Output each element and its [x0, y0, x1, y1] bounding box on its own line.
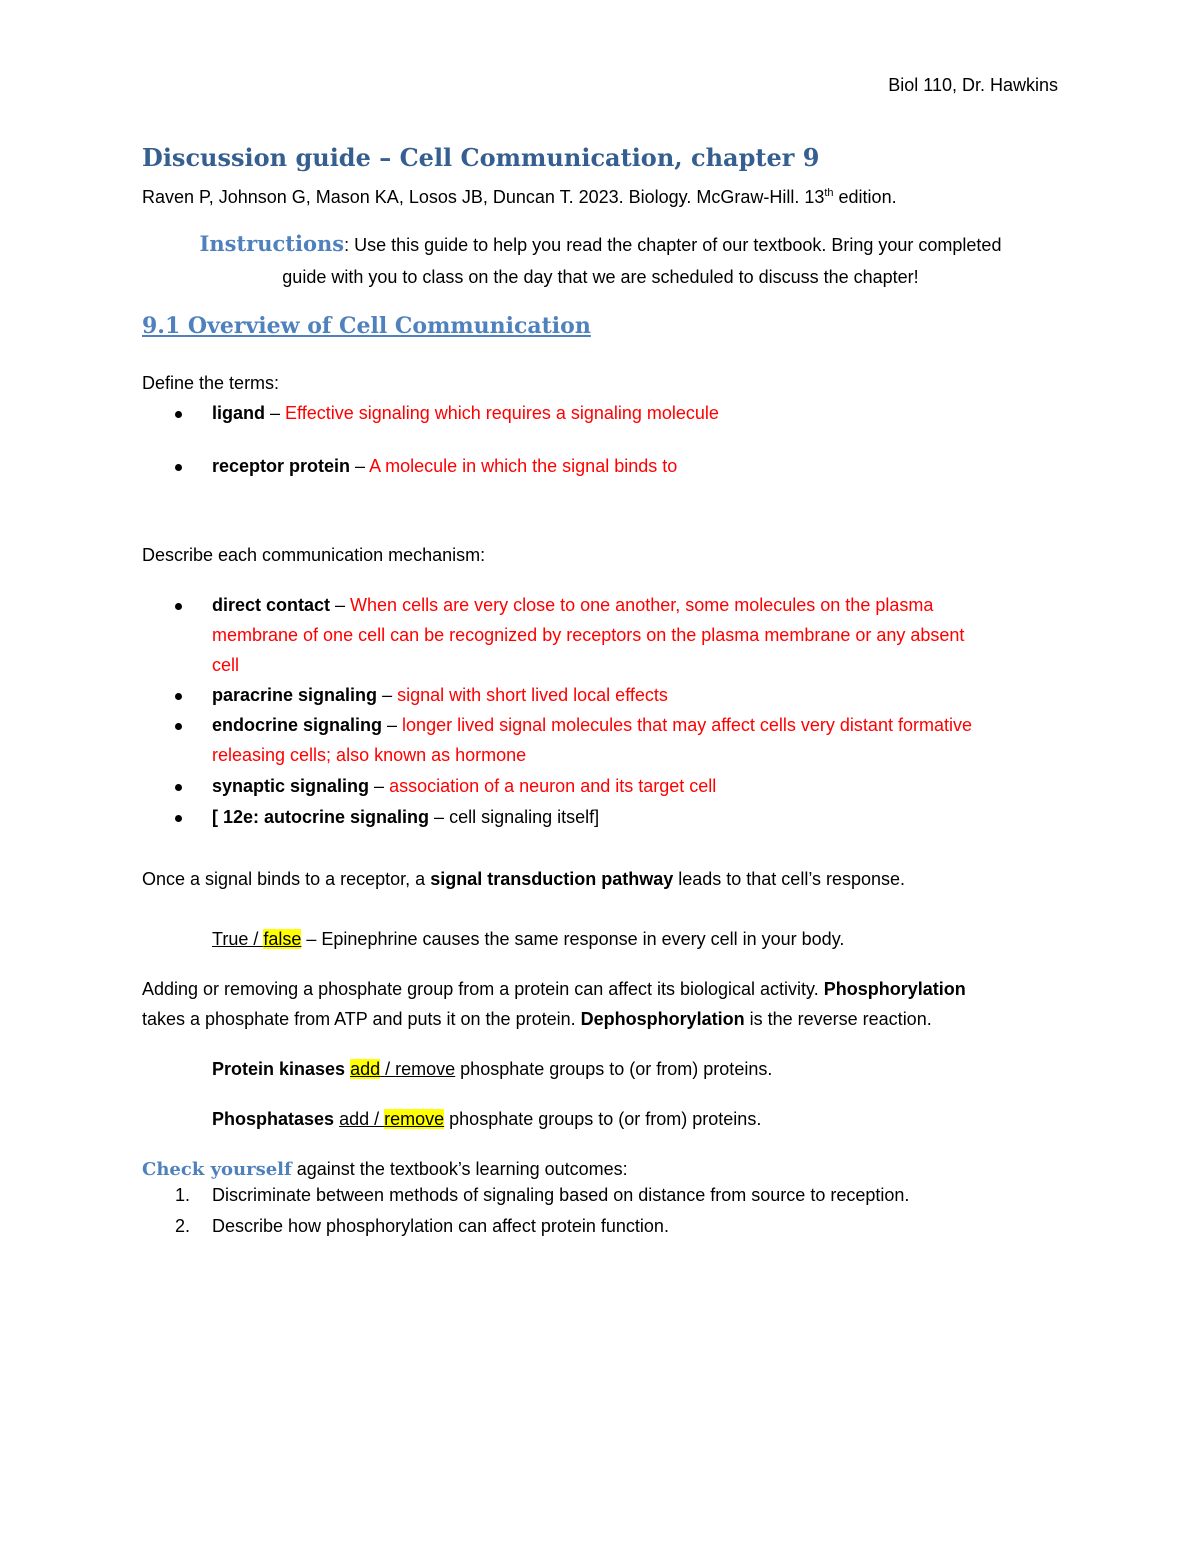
- instructions-label: Instructions: [199, 231, 345, 256]
- outcome-text: Describe how phosphorylation can affect protein function.: [212, 1216, 669, 1236]
- bullet-icon: [175, 723, 182, 730]
- mechanisms-prompt: Describe each communication mechanism:: [142, 545, 486, 565]
- text: Adding or removing a phosphate group from a protein can affect its biological activity.: [142, 979, 824, 999]
- text: takes a phosphate from ATP and puts it on the protein.: [142, 1009, 581, 1029]
- true-option: True /: [212, 929, 264, 949]
- phosphate-paragraph: [142, 974, 1072, 1034]
- add-option: add: [339, 1109, 370, 1129]
- dash: –: [265, 403, 286, 423]
- term: receptor protein: [212, 456, 351, 476]
- subject: Protein kinases: [212, 1059, 346, 1079]
- dash: –: [382, 715, 403, 735]
- dash: –: [350, 456, 370, 476]
- rest: phosphate groups to (or from) proteins.: [455, 1059, 773, 1079]
- instructions-line2: guide with you to class on the day that we are scheduled to discuss the chapter!: [282, 267, 919, 287]
- rest: phosphate groups to (or from) proteins.: [444, 1109, 762, 1129]
- term: direct contact: [212, 595, 331, 615]
- instructions-text1: : Use this guide to help you read the chapter of our textbook. Bring your completed: [344, 235, 1002, 255]
- citation: [142, 178, 897, 212]
- instructions-line1: [142, 229, 1059, 260]
- citation-text: Raven P, Johnson G, Mason KA, Losos JB, Duncan T. 2023. Biology. McGraw-Hill. 13: [142, 187, 825, 207]
- mechanism-endocrine: [212, 710, 1062, 770]
- check-label: Check yourself: [142, 1159, 292, 1180]
- mechanism-autocrine: [212, 802, 599, 832]
- section-heading: [142, 309, 591, 343]
- outcome-text: Discriminate between methods of signaling based on distance from source to reception.: [212, 1185, 910, 1205]
- transduction-sentence: [142, 864, 905, 894]
- answer-line3: cell: [212, 655, 240, 675]
- remove-option: remove: [395, 1059, 456, 1079]
- answer-line2: membrane of one cell can be recognized by receptors on the plasma membrane or any absent: [212, 625, 965, 645]
- outcome-item: [175, 1180, 909, 1210]
- bullet-icon: [175, 815, 182, 822]
- remove-option: remove: [384, 1109, 445, 1129]
- instructions: [142, 229, 1059, 292]
- course-label: Biol 110, Dr. Hawkins: [888, 75, 1058, 95]
- define-prompt: Define the terms:: [142, 373, 280, 393]
- dash: –: [330, 595, 351, 615]
- page-title: [142, 141, 819, 175]
- page-header: [888, 70, 1058, 100]
- mechanism-paracrine: [212, 680, 668, 710]
- text: is the reverse reaction.: [744, 1009, 932, 1029]
- answer-line1: When cells are very close to one another, some molecules on the plasma: [350, 595, 934, 615]
- title-text: Discussion guide – Cell Communication, chapter 9: [142, 143, 820, 172]
- check-rest: against the textbook’s learning outcomes:: [291, 1159, 628, 1179]
- answer: signal with short lived local effects: [397, 685, 668, 705]
- answer: Effective signaling which requires a signaling molecule: [285, 403, 719, 423]
- bold-term: Phosphorylation: [823, 979, 966, 999]
- define-item-ligand: [212, 398, 719, 428]
- answer-line1: longer lived signal molecules that may affect cells very distant formative: [402, 715, 972, 735]
- true-false-question: [212, 924, 844, 954]
- dash: –: [369, 776, 390, 796]
- statement: – Epinephrine causes the same response in every cell in your body.: [301, 929, 845, 949]
- bullet-icon: [175, 784, 182, 791]
- phosphatases-question: [212, 1104, 761, 1134]
- outcome-item: [175, 1211, 669, 1241]
- answer: cell signaling itself]: [449, 807, 600, 827]
- term: endocrine signaling: [212, 715, 383, 735]
- term: ligand: [212, 403, 265, 423]
- outcome-number: 2.: [175, 1216, 191, 1236]
- bold-term: signal transduction pathway: [430, 869, 674, 889]
- bullet-icon: [175, 693, 182, 700]
- bold-term: Dephosphorylation: [580, 1009, 745, 1029]
- separator: /: [380, 1059, 396, 1079]
- citation-tail: edition.: [833, 187, 897, 207]
- answer-line2: releasing cells; also known as hormone: [212, 745, 527, 765]
- define-item-receptor: [212, 451, 677, 481]
- section-heading-text: 9.1 Overview of Cell Communication: [142, 313, 591, 339]
- term: paracrine signaling: [212, 685, 378, 705]
- false-option: false: [263, 929, 302, 949]
- add-option: add: [350, 1059, 381, 1079]
- answer: association of a neuron and its target cell: [389, 776, 717, 796]
- dash: –: [429, 807, 450, 827]
- separator: /: [369, 1109, 385, 1129]
- outcome-number: 1.: [175, 1185, 191, 1205]
- text: leads to that cell’s response.: [673, 869, 906, 889]
- mechanism-synaptic: [212, 771, 716, 801]
- citation-sup: th: [824, 187, 834, 199]
- bullet-icon: [175, 411, 182, 418]
- bullet-icon: [175, 603, 182, 610]
- term: synaptic signaling: [212, 776, 370, 796]
- mechanism-direct-contact: [212, 590, 1062, 680]
- text: Once a signal binds to a receptor, a: [142, 869, 431, 889]
- term: [ 12e: autocrine signaling: [212, 807, 430, 827]
- subject: Phosphatases: [212, 1109, 335, 1129]
- bullet-icon: [175, 464, 182, 471]
- kinases-question: [212, 1054, 772, 1084]
- answer: A molecule in which the signal binds to: [369, 456, 678, 476]
- dash: –: [377, 685, 398, 705]
